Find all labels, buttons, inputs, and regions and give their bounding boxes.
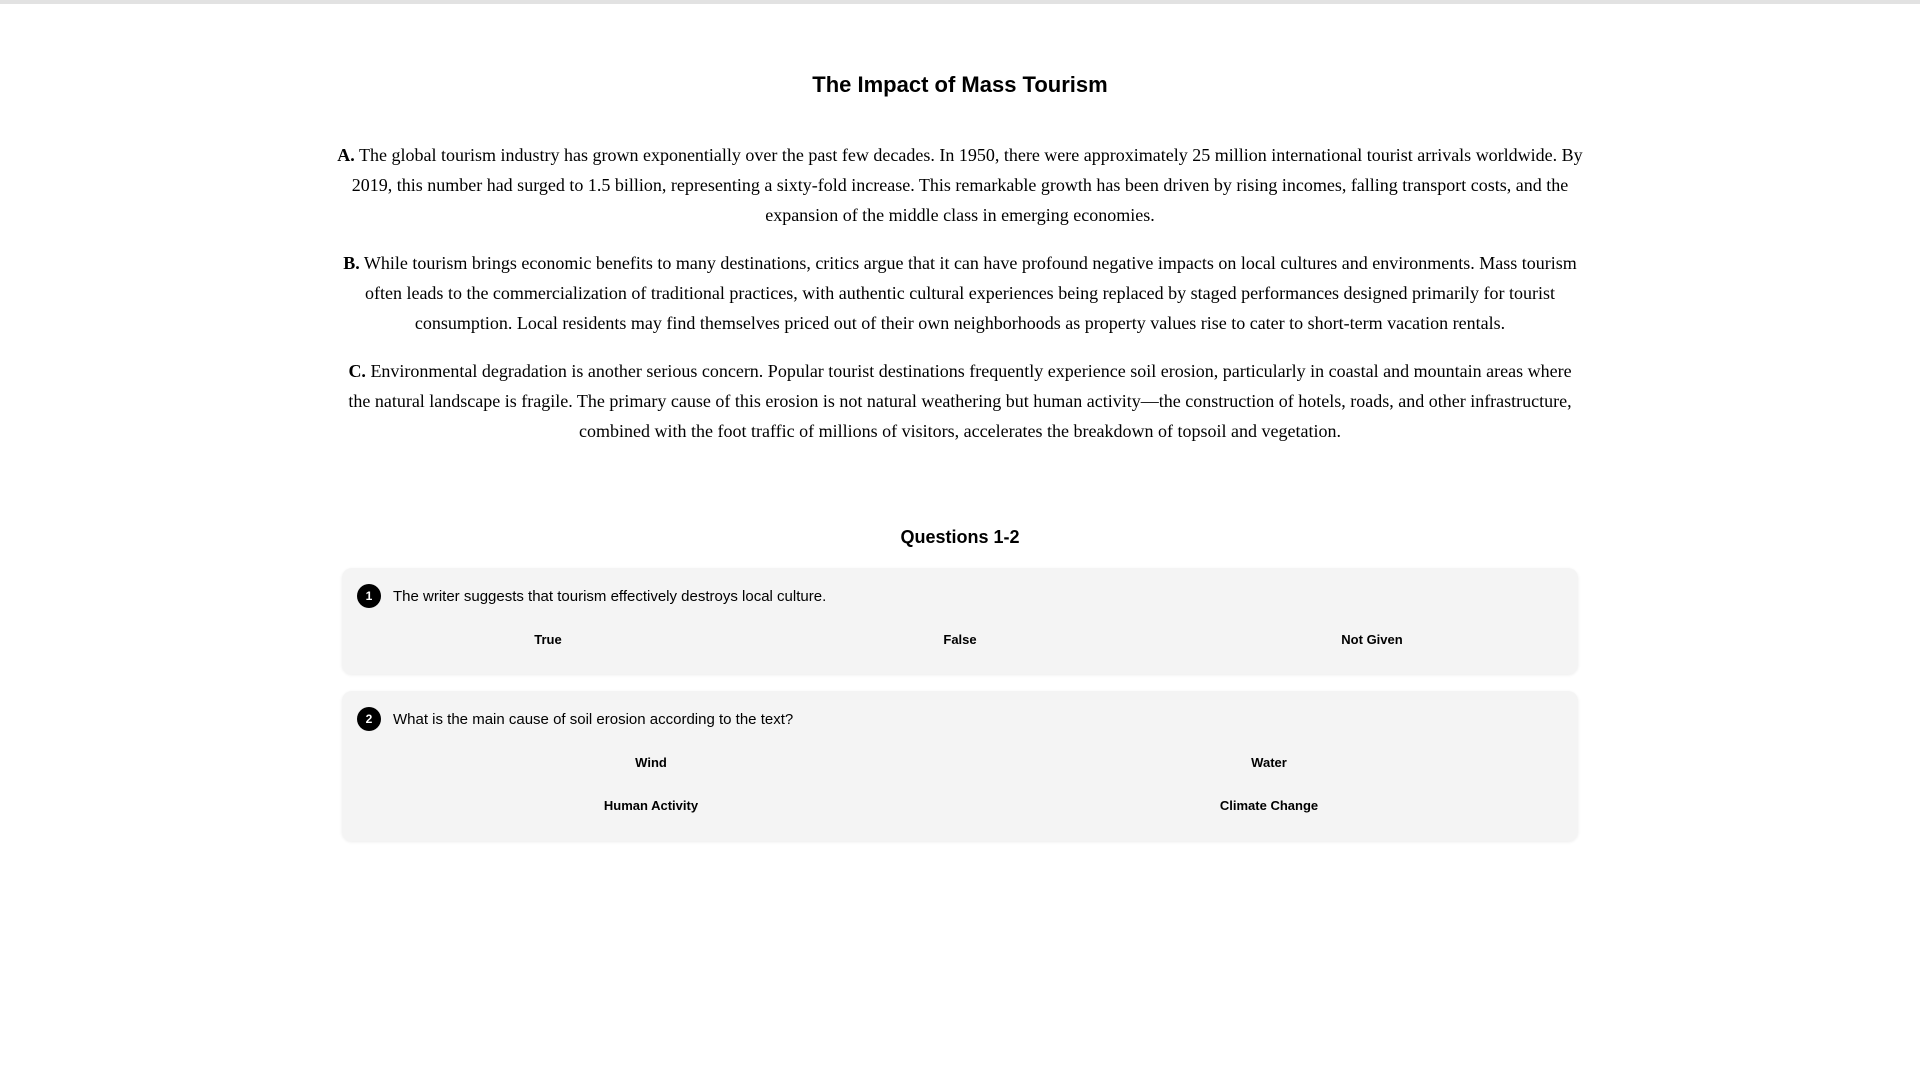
option-false[interactable]: False [943, 632, 977, 647]
question-card-2 [342, 691, 1578, 841]
paragraph-b [336, 248, 1584, 338]
paragraph-c [336, 356, 1584, 446]
questions-heading: Questions 1-2 [900, 527, 1020, 547]
passage [336, 140, 1584, 464]
option-climate-change[interactable]: Climate Change [1219, 798, 1319, 813]
paragraph-label: A. [337, 145, 355, 165]
option-true[interactable]: True [534, 632, 562, 647]
paragraph-text: Environmental degradation is another serious concern. Popular tourist destinations frequently experience soil erosion, particularly in coastal and mountain areas where the natural landscape is fragile. The primary cause of this erosion is not natural weathering but human activity—the construction of hotels, roads, and other infrastructure, combined with the foot traffic of millions of visitors, accelerates the breakdown of topsoil and vegetation. [348, 361, 1572, 441]
paragraph-label: C. [348, 361, 366, 381]
answer-options [342, 630, 1578, 650]
top-progress-bar [0, 0, 1920, 4]
question-text: What is the main cause of soil erosion according to the text? [393, 710, 794, 728]
option-water[interactable]: Water [1251, 755, 1287, 770]
option-not-given[interactable]: Not Given [1341, 632, 1403, 647]
question-number-badge: 1 [357, 584, 381, 608]
question-card-1 [342, 568, 1578, 674]
answer-options [342, 753, 1578, 816]
option-human-activity[interactable]: Human Activity [603, 798, 699, 813]
paragraph-text: The global tourism industry has grown exponentially over the past few decades. In 1950, there were approximately 25 million international tourist arrivals worldwide. By 2019, this number had surged to 1.5 billion, representing a sixty-fold increase. This remarkable growth has been driven by rising incomes, falling transport costs, and the expansion of the middle class in emerging economies. [351, 145, 1583, 225]
question-number-badge: 2 [357, 707, 381, 731]
paragraph-label: B. [343, 253, 360, 273]
option-wind[interactable]: Wind [635, 755, 667, 770]
paragraph-a [336, 140, 1584, 230]
page-title: The Impact of Mass Tourism [812, 72, 1108, 97]
question-text: The writer suggests that tourism effectively destroys local culture. [393, 587, 827, 605]
paragraph-text: While tourism brings economic benefits to many destinations, critics argue that it can have profound negative impacts on local cultures and environments. Mass tourism often leads to the commercialization of traditional practices, with authentic cultural experiences being replaced by staged performances designed primarily for tourist consumption. Local residents may find themselves priced out of their own neighborhoods as property values rise to cater to short-term vacation rentals. [363, 253, 1577, 333]
